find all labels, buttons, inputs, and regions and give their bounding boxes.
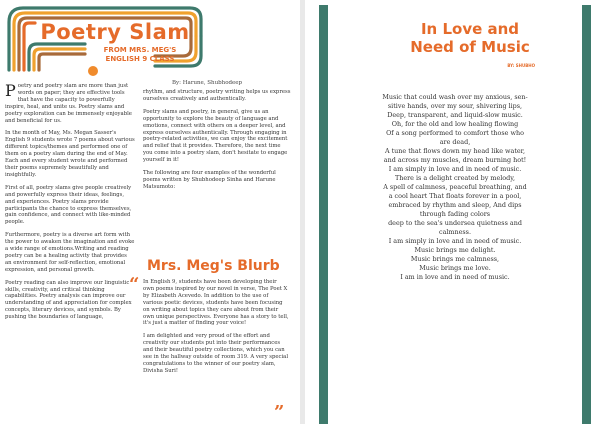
poem-line: I am in love and in need of music. (400, 273, 510, 281)
smiley-icon (88, 66, 98, 76)
paragraph: Poetry slams and poetry, in general, give us an opportunity to explore the beauty of language and emotions, connect with others on a deeper level, and express ourselves authentically. Through engaging in poetry-related activities, we can enjoy the excitement and relief that it provides. Therefore, the next time you come into a poetry slam, don't hesitate to engage yourself in it! (143, 108, 288, 164)
poem-line: Deep, transparent, and liquid-slow music. (387, 111, 523, 119)
poem-line: Music that could wash over my anxious, sen- (382, 93, 528, 101)
poem-line: are dead, (439, 138, 471, 146)
poem-line: A spell of calmness, peaceful breathing, and (383, 183, 527, 191)
poem-title-line-2: Need of Music (410, 38, 530, 56)
subtitle-line-2: ENGLISH 9 CLASS (105, 55, 175, 63)
poem-line: a cool heart That floats forever in a pool, (388, 192, 522, 200)
poem-line: Music brings me delight. (414, 246, 496, 254)
page-subtitle (90, 46, 190, 64)
poem-line: through fading colors (419, 210, 491, 218)
paragraph: First of all, poetry slams give people creatively and powerfully express their ideas, feelings, and experiences. Poetry slams provide participants the chance to express themselves, gain confidence, and connect with like-minded people. (5, 184, 132, 226)
article-column-1 (5, 83, 135, 327)
article-column-2 (143, 89, 291, 197)
poem-line: I am simply in love and in need of music. (388, 237, 522, 245)
poem-line: calmness. (439, 228, 471, 236)
paragraph: Poetry and poetry slam are more than just words on paper; they are effective tools that have the capacity to powerfully inspire, heal, and unite us. Poetry slams and poetry exploration can be immensely enjoyable and beneficial for us. (5, 81, 132, 124)
poem-body (360, 93, 550, 282)
poem-line: and across my muscles, dream burning hot! (383, 156, 527, 164)
paragraph: The following are four examples of the wonderful poems written by Shubhodeep Sinha and Harune Matsumoto: (143, 170, 276, 190)
paragraph: Poetry reading can also improve our linguistic skills, creativity, and critical thinking capabilities. Poetry analysis can improve our understanding of and appreciation for complex concepts, literary devices, and symbols. By pushing the boundaries of language, (5, 279, 132, 321)
paragraph: I am delighted and very proud of the effort and creativity our students put into their performances and their beautiful poetry collections, which you can see in the hallway outside of room 319. A very special congratulations to the winner of our poetry slam, Divisha Suri! (143, 333, 289, 374)
right-page-right-border (582, 5, 591, 424)
paragraph: In the month of May, Ms. Megan Sasser's English 9 students wrote 7 poems about various different topics/themes and performed one of them on a poetry slam during the end of May. Each and every student wrote and performed their poems supremely beautifully and insightfully. (5, 130, 135, 178)
close-quote-icon: ” (274, 402, 285, 423)
poem-byline: BY: SHUBHO (507, 63, 535, 68)
poem-line: Oh, for the old and low healing flowing (391, 120, 519, 128)
open-quote-icon: “ (129, 274, 140, 295)
blurb-text (143, 279, 289, 381)
poem-line: Music brings me love. (419, 264, 491, 272)
poem-line: sitive hands, over my sour, shivering lips, (387, 102, 523, 110)
paragraph: rhythm, and structure, poetry writing helps us express ourselves creatively and authentically. (143, 89, 291, 102)
poem-line: A tune that flows down my head like water, (384, 147, 526, 155)
poem-line: I am simply in love and in need of music. (388, 165, 522, 173)
poem-title-line-1: In Love and (420, 20, 520, 38)
poem-line: There is a delight created by melody, (394, 174, 516, 182)
poem-title (385, 20, 555, 56)
blurb-title: Mrs. Meg's Blurb (147, 258, 280, 274)
poem-line: Music brings me calmness, (410, 255, 500, 263)
poem-line: Of a song performed to comfort those who (386, 129, 524, 137)
poem-line: deep to the sea's undersea quietness and (388, 219, 522, 227)
paragraph: Furthermore, poetry is a diverse art form with the power to awaken the imagination and evoke a wide range of emotions.Writing and reading poetry can be a healing activity that provides an environment for self-reflection, emotional expression, and personal growth. (5, 232, 135, 273)
subtitle-line-1: FROM MRS. MEG'S (103, 46, 177, 54)
byline: By: Harune, Shubhodeep (172, 80, 243, 86)
poem-line: embraced by rhythm and sleep, And dips (388, 201, 522, 209)
right-page-left-border (319, 5, 328, 424)
drop-cap: P (5, 81, 16, 100)
page-title: Poetry Slam (40, 20, 190, 44)
paragraph: In English 9, students have been developing their own poems inspired by our novel in verse, The Poet X by Elizabeth Acevedo. In addition to the use of various poetic devices, students have been focusing on writing about topics they care about from their own unique perspectives. Everyone has a story to tell, it's just a matter of finding your voice! (143, 279, 289, 327)
